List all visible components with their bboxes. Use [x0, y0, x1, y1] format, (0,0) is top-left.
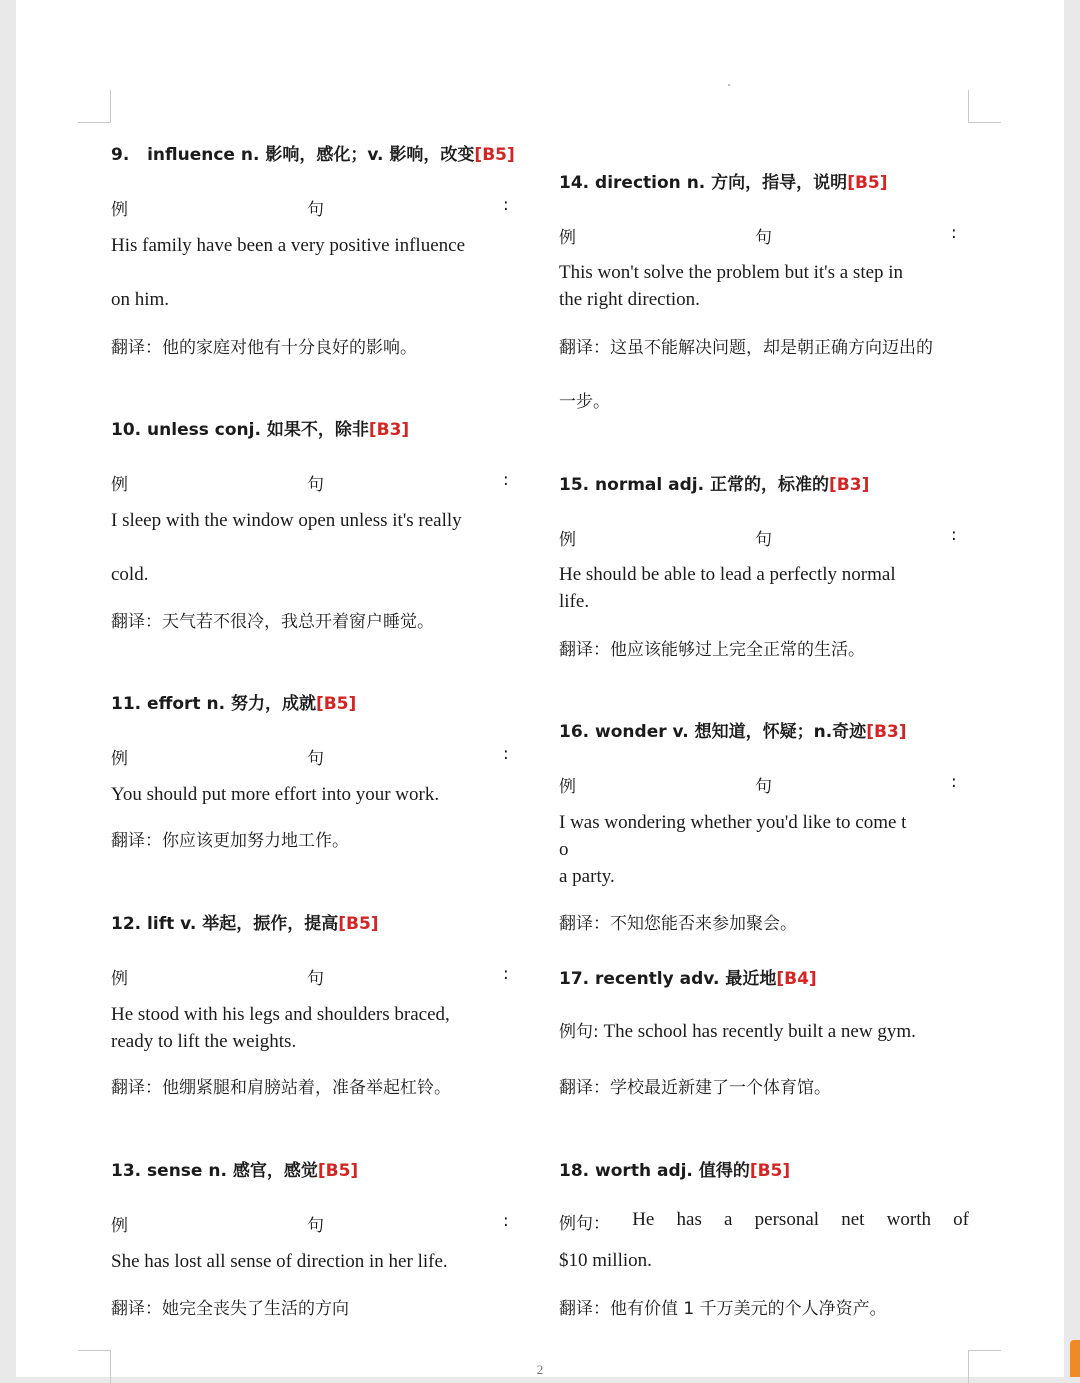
level-code: [B3]: [829, 475, 870, 495]
entry-heading: 17. recently adv. 最近地[B4]: [559, 969, 817, 989]
example-sentence: He stood with his legs and shoulders braced, ready to lift the weights.: [111, 1004, 450, 1052]
level-code: [B4]: [776, 969, 817, 989]
translation: 翻译：天气若不很冷，我总开着窗户睡觉。: [111, 612, 434, 632]
translation: 翻译：他有价值 1 千万美元的个人净资产。: [559, 1299, 887, 1319]
level-code: [B5]: [474, 145, 515, 165]
crop-mark-top-right: [968, 90, 1001, 123]
scrollbar-thumb[interactable]: [1070, 1340, 1080, 1377]
example-sentence: You should put more effort into your work.: [111, 784, 440, 805]
entry-heading: 11. effort n. 努力，成就[B5]: [111, 694, 357, 714]
example-sentence: She has lost all sense of direction in her life.: [111, 1251, 448, 1272]
translation: 翻译：他绷紧腿和肩膀站着，准备举起杠铃。: [111, 1078, 451, 1098]
entry-heading: 13. sense n. 感官，感觉[B5]: [111, 1161, 359, 1181]
translation: 翻译：你应该更加努力地工作。: [111, 831, 349, 851]
level-code: [B5]: [847, 173, 888, 193]
entry-heading: 18. worth adj. 值得的[B5]: [559, 1161, 791, 1181]
example-sentence: 例句: The school has recently built a new gym.: [559, 1021, 916, 1042]
level-code: [B5]: [749, 1161, 791, 1181]
translation: 翻译：不知您能否来参加聚会。: [559, 914, 797, 934]
example-sentence: I was wondering whether you'd like to come t o a party.: [559, 812, 907, 887]
example-sentence-continued: $10 million.: [559, 1250, 652, 1271]
entry-heading: 15. normal adj. 正常的，标准的[B3]: [559, 475, 870, 495]
translation: 翻译：这虽不能解决问题，却是朝正确方向迈出的: [559, 338, 933, 358]
entry-heading: 16. wonder v. 想知道，怀疑；n.奇迹[B3]: [559, 722, 907, 742]
translation: 翻译：学校最近新建了一个体育馆。: [559, 1078, 831, 1098]
level-code: [B5]: [338, 914, 379, 934]
example-sentence: 例句： He has a personal net worth of: [559, 1209, 969, 1234]
level-code: [B5]: [315, 694, 357, 714]
example-sentence: He should be able to lead a perfectly normal life.: [559, 564, 896, 612]
entry-heading: 14. direction n. 方向，指导，说明[B5]: [559, 173, 888, 193]
example-sentence: His family have been a very positive influence on him.: [111, 235, 466, 310]
entry-heading: 10. unless conj. 如果不，除非[B3]: [111, 420, 410, 440]
example-sentence: This won't solve the problem but it's a step in the right direction.: [559, 262, 904, 310]
translation: 翻译：他应该能够过上完全正常的生活。: [559, 640, 865, 660]
document-page: 9. influence n. 影响，感化；v. 影响，改变[B5] 例 句 : His family have been a very positive influence on him. 翻译：他的家庭对他有十分良好的影响。 10. unless conj. 如果不，除非[B3] 例 句 : I sleep with the window open unless it's really cold. 翻译：天气若不很冷，我总开着窗户睡觉。 11. effort n. 努力，成就[B5] 例 句 : You should put more effort into your work. 翻译：你应该更加努力地工作。 12. lift v. 举起，振作，提高[B5] 例 句 : He stood with his legs and shoulders braced, ready to lift the weights. 翻译：他绷紧腿和肩膀站着，准备举起杠铃。 13. sense n. 感官，感觉[B5] 例 句 : She has lost all sense of direction in her life. 翻译：她完全丧失了生活的方向 14. direction n. 方向，指导，说明[B5] 例 句 : This won't solve the problem but it's a step in the right direction. 翻译：这虽不能解决问题，却是朝正确方向迈出的 一步。 15. normal adj. 正常的，标准的[B3] 例 句 : He should be able to lead a perfectly normal life. 翻译：他应该能够过上完全正常的生活。 16. wonder v. 想知道，怀疑；n.奇迹[B3] 例 句 : I was wondering whether you'd like to come t o a party. 翻译：不知您能否来参加聚会。 17. recently adv. 最近地[B4] 例句: The school has recently built a new gym. 翻译：学校最近新建了一个体育馆。 18. worth adj. 值得的[B5] 例句： He has a personal net worth of $10 million. 翻译：他有价值 1 千万美元的个人净资产。 2: [16, 0, 1064, 1377]
translation: 翻译：他的家庭对他有十分良好的影响。: [111, 338, 417, 358]
level-code: [B3]: [866, 722, 907, 742]
example-sentence: I sleep with the window open unless it's really cold.: [111, 510, 462, 585]
page-number: 2: [536, 1362, 544, 1377]
entry-heading: 9. influence n. 影响，感化；v. 影响，改变[B5]: [111, 145, 515, 165]
level-code: [B5]: [317, 1161, 359, 1181]
speck: [728, 84, 730, 86]
entry-heading: 12. lift v. 举起，振作，提高[B5]: [111, 914, 379, 934]
level-code: [B3]: [368, 420, 410, 440]
translation: 翻译：她完全丧失了生活的方向: [111, 1299, 349, 1319]
crop-mark-top-left: [78, 90, 111, 123]
translation-continued: 一步。: [559, 392, 610, 412]
